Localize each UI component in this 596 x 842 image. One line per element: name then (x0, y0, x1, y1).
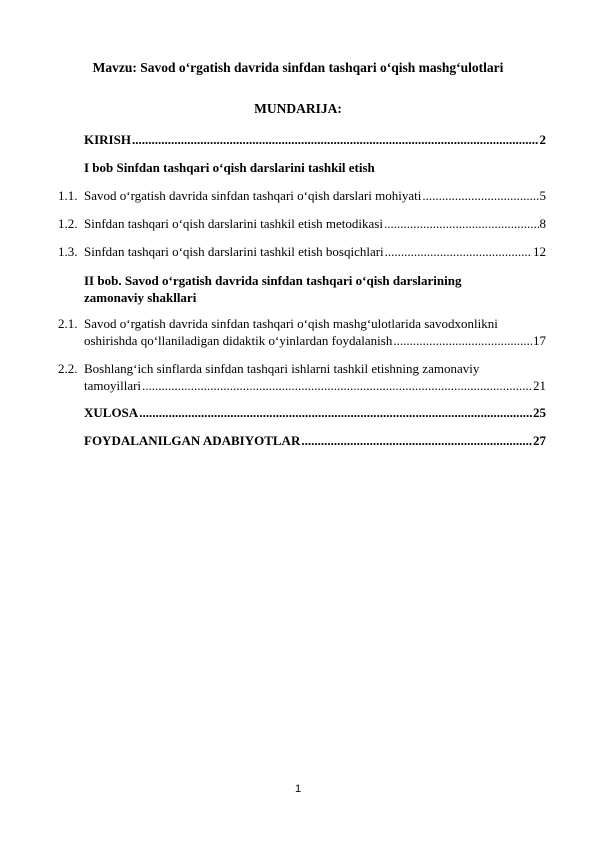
toc-page-number: 2 (539, 132, 546, 147)
toc-page-number: 21 (533, 378, 546, 393)
toc-entry-label: Sinfdan tashqari o‘qish darslarini tashkil etish bosqichlari (84, 244, 384, 259)
toc-page-number: 27 (533, 433, 546, 448)
page-number-footer: 1 (294, 783, 302, 795)
toc-chapter-2-line2: zamonaviy shakllari (84, 290, 197, 305)
toc-entry-1-1[interactable] (84, 187, 546, 204)
document-title: Mavzu: Savod o‘rgatish davrida sinfdan tashqari o‘qish mashg‘ulotlari (92, 60, 504, 75)
toc-entry-label: KIRISH (84, 132, 131, 147)
toc-section-number: 1.1. (58, 188, 78, 203)
toc-entry-2-2[interactable] (84, 360, 546, 394)
toc-entry-label-line2: tamoyillari (84, 378, 142, 393)
toc-leader-dots (139, 404, 532, 421)
toc-section-number: 1.3. (58, 244, 78, 259)
toc-entry-label-line1: Savod o‘rgatish davrida sinfdan tashqari o‘qish mashg‘ulotlarida savodxonlikni (84, 316, 498, 331)
toc-chapter-2[interactable] (84, 272, 546, 306)
toc-entry-1-2[interactable] (84, 215, 546, 232)
toc-entry-label: Savod o‘rgatish davrida sinfdan tashqari o‘qish darslari mohiyati (84, 188, 422, 203)
toc-leader-dots (142, 377, 532, 394)
toc-page-number: 8 (539, 216, 546, 231)
toc-section-number: 1.2. (58, 216, 78, 231)
toc-leader-dots (385, 243, 532, 260)
toc-chapter-2-line1: II bob. Savod o‘rgatish davrida sinfdan tashqari o‘qish darslarining (84, 273, 462, 288)
toc-entry-2-1[interactable] (84, 315, 546, 349)
toc-leader-dots (393, 332, 532, 349)
toc-entry-conclusion[interactable] (84, 404, 546, 421)
toc-entry-label-line2: oshirishda qo‘llaniladigan didaktik o‘yinlardan foydalanish (84, 333, 393, 348)
toc-page-number: 12 (533, 244, 546, 259)
toc-page-number: 25 (533, 405, 546, 420)
toc-leader-dots (422, 187, 538, 204)
toc-entry-references[interactable] (84, 432, 546, 449)
toc-leader-dots (384, 215, 539, 232)
toc-entry-1-3[interactable] (84, 243, 546, 260)
toc-entry-label: FOYDALANILGAN ADABIYOTLAR (84, 433, 301, 448)
toc-chapter-1[interactable]: I bob Sinfdan tashqari o‘qish darslarini tashkil etish (84, 160, 375, 175)
toc-leader-dots (132, 131, 539, 148)
toc-section-number: 2.1. (58, 316, 78, 331)
toc-entry-label: XULOSA (84, 405, 139, 420)
toc-entry-label-line1: Boshlang‘ich sinflarda sinfdan tashqari ishlarni tashkil etishning zamonaviy (84, 361, 480, 376)
toc-leader-dots (301, 432, 532, 449)
contents-heading: MUNDARIJA: (254, 101, 342, 116)
toc-entry-label: Sinfdan tashqari o‘qish darslarini tashkil etish metodikasi (84, 216, 383, 231)
toc-page-number: 17 (533, 333, 546, 348)
toc-entry-intro[interactable] (84, 131, 546, 148)
toc-section-number: 2.2. (58, 361, 78, 376)
toc-page-number: 5 (539, 188, 546, 203)
